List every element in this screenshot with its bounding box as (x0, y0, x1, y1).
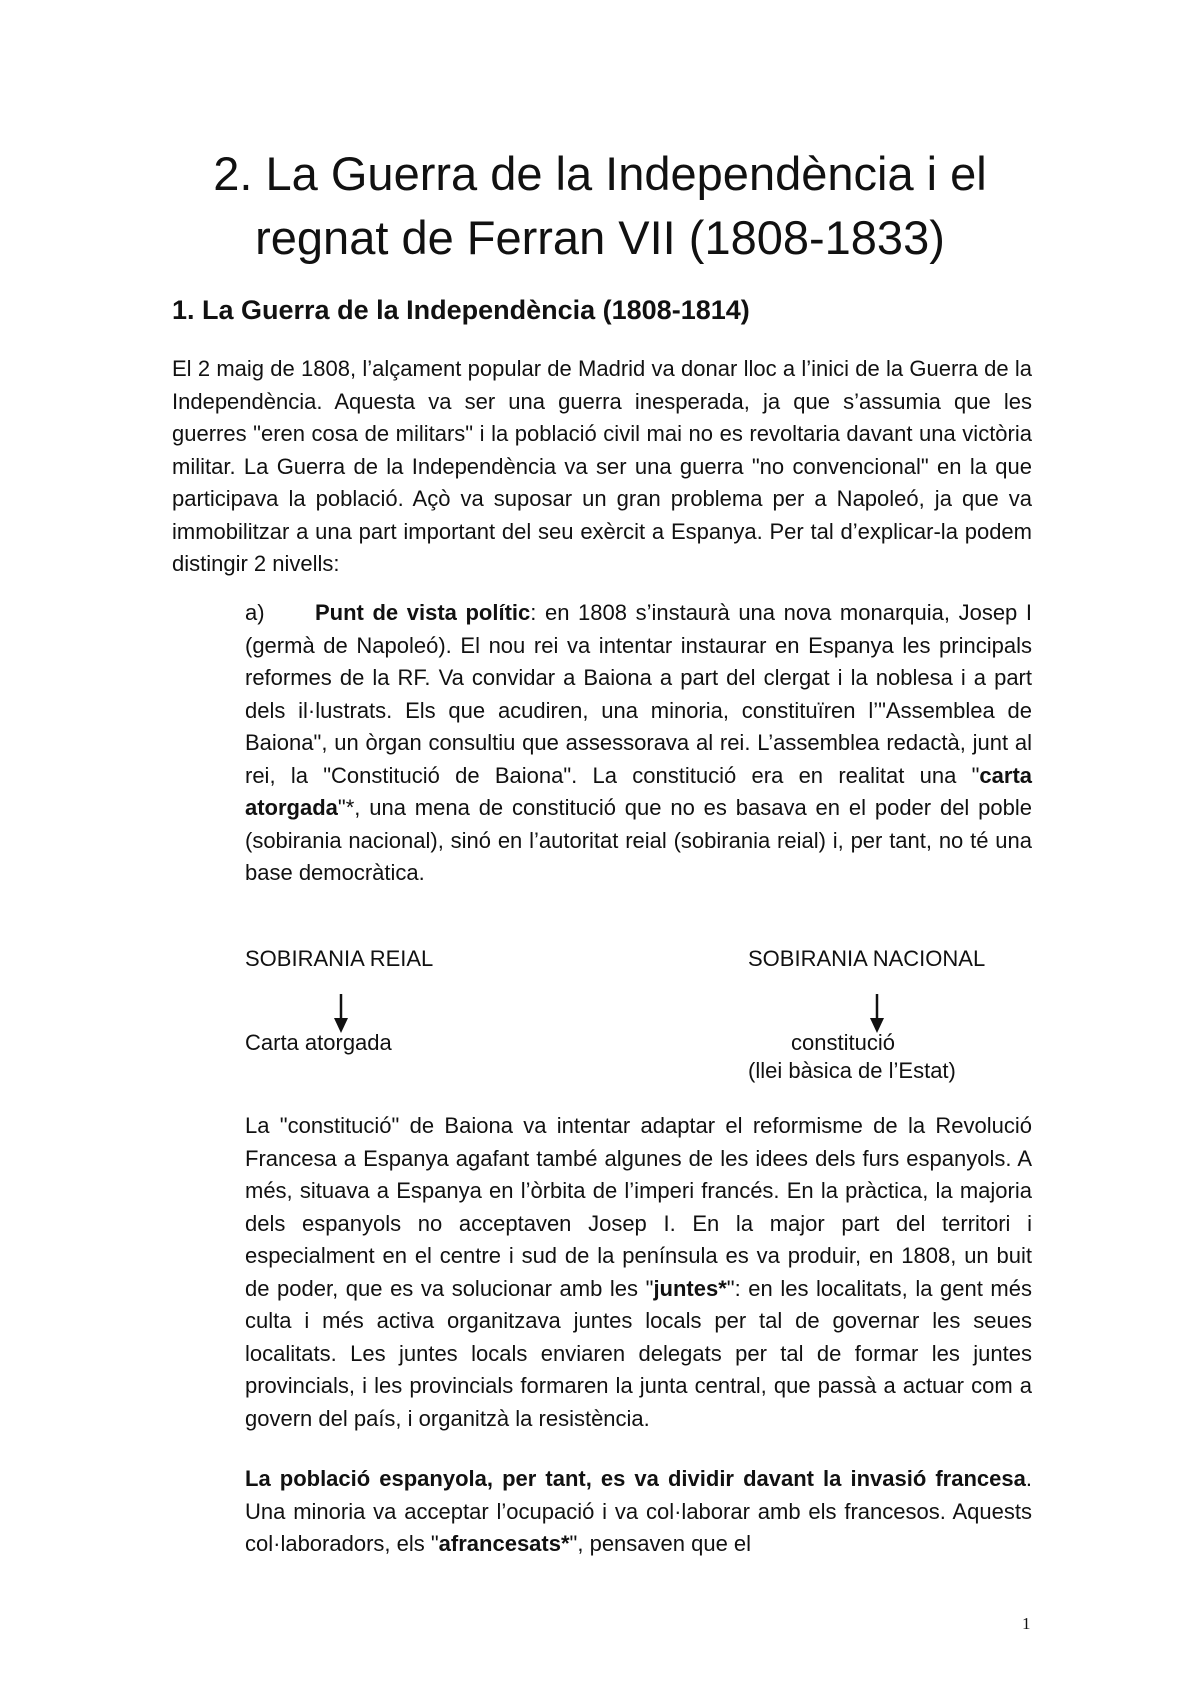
section-heading: 1. La Guerra de la Independència (1808-1814) (172, 295, 750, 325)
down-arrow-icon (333, 994, 349, 1034)
point-a-paragraph (245, 597, 1032, 890)
point-a-text-1: : en 1808 s’instaurà una nova monarquia, Josep I (germà de Napoleó). El nou rei va intentar instaurar en Espanya les principals reformes de la RF. Va convidar a Baiona a part del clergat i la noblesa i a part dels il·lustrats. Els que acudiren, una minoria, constituïren l’"Assemblea de Baiona", un òrgan consultiu que assessorava al rei. L’assemblea redactà, junt al rei, la "Constitució de Baiona". La constitució era en realitat una " (245, 600, 1033, 788)
baiona-bold-term: juntes* (653, 1275, 727, 1301)
baiona-text-1: La "constitució" de Baiona va intentar adaptar el reformisme de la Revolució Francesa a Espanya agafant també algunes de les idees dels furs espanyols. A més, situava a Espanya en l’òrbita de l’imperi francés. En la pràctica, la majoria dels espanyols no acceptaven Josep I. En la major part del territori i especialment en el centre i sud de la península es va produir, en 1808, un buit de poder, que es va solucionar amb les " (245, 1113, 1032, 1301)
diagram-left-bottom: Carta atorgada (245, 1030, 392, 1055)
intro-paragraph: El 2 maig de 1808, l’alçament popular de Madrid va donar lloc a l’inici de la Guerra de la Independència. Aquesta va ser una guerra inesperada, ja que s’assumia que les guerres "eren cosa de militars" i la població civil mai no es revoltaria davant una victòria militar. La Guerra de la Independència va ser una guerra "no convencional" en la que participava la població. Açò va suposar un gran problema per a Napoleó, ja que va immobilitzar a una part important del seu exèrcit a Espanya. Per tal d’explicar-la podem distingir 2 nivells: (172, 356, 1032, 576)
population-paragraph (245, 1463, 1032, 1561)
point-a-bold-heading: Punt de vista polític (315, 600, 531, 625)
diagram-right-bottom: constitució (791, 1030, 895, 1055)
document-title: 2. La Guerra de la Independència i el regnat de Ferran VII (1808-1833) (213, 147, 987, 264)
point-a-text-2: "*, una mena de constitució que no es basava en el poder del poble (sobirania nacional), sinó en l’autoritat reial (sobirania reial) i, per tant, no té una base democràtica. (245, 795, 1032, 885)
diagram-right-top: SOBIRANIA NACIONAL (748, 946, 986, 971)
point-a-bold-term: carta atorgada (245, 762, 1032, 820)
diagram-left-top: SOBIRANIA REIAL (245, 946, 434, 971)
population-text-1: . Una minoria va acceptar l’ocupació i va col·laborar amb els francesos. Aquests col·laboradors, els " (245, 1466, 1032, 1556)
baiona-text-2: ": en les localitats, la gent més culta i més activa organitzava juntes locals per tal de governar les seues localitats. Les juntes locals enviaren delegats per tal de formar les juntes provincials, i les provincials formaren la junta central, que passà a actuar com a govern del país, i organitzà la resistència. (245, 1275, 1032, 1431)
point-a-label: a) (245, 600, 265, 625)
page-number: 1 (1022, 1614, 1031, 1633)
down-arrow-icon (869, 994, 885, 1034)
baiona-paragraph (245, 1110, 1032, 1435)
population-bold-term: afrancesats* (438, 1531, 570, 1556)
population-text-2: ", pensaven que el (569, 1531, 752, 1556)
diagram-right-note: (llei bàsica de l’Estat) (748, 1058, 956, 1083)
population-bold-sentence: La població espanyola, per tant, es va dividir davant la invasió francesa (245, 1466, 1026, 1491)
